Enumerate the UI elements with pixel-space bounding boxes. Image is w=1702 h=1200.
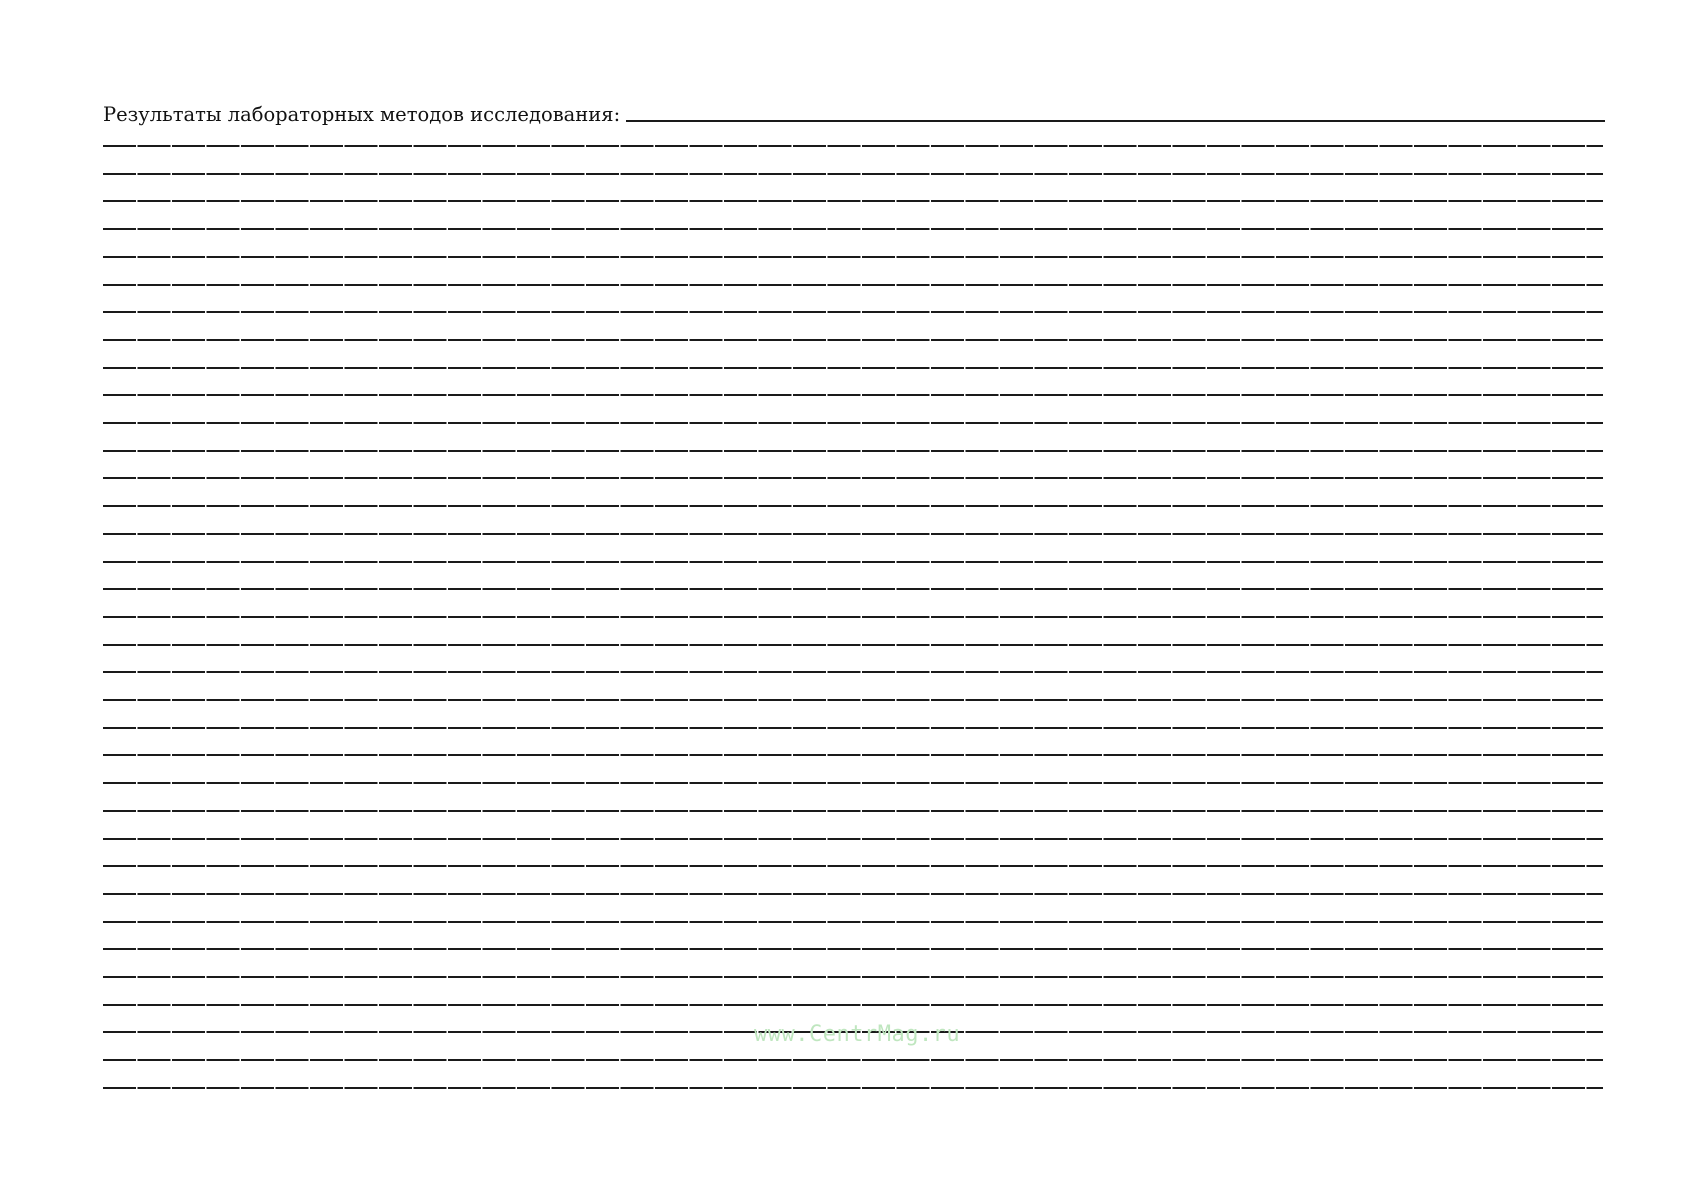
blank-write-line[interactable] (103, 145, 1603, 147)
blank-write-line[interactable] (103, 893, 1603, 895)
blank-write-line[interactable] (103, 505, 1603, 507)
lab-results-label: Результаты лабораторных методов исследования: (103, 103, 621, 126)
blank-write-line[interactable] (103, 1087, 1603, 1089)
blank-write-line[interactable] (103, 450, 1603, 452)
blank-write-line[interactable] (103, 921, 1603, 923)
blank-write-line[interactable] (103, 782, 1603, 784)
blank-write-line[interactable] (103, 1031, 1603, 1033)
blank-write-line[interactable] (103, 200, 1603, 202)
blank-write-line[interactable] (103, 256, 1603, 258)
blank-write-line[interactable] (103, 422, 1603, 424)
blank-write-line[interactable] (103, 810, 1603, 812)
blank-write-line[interactable] (103, 699, 1603, 701)
blank-write-line[interactable] (103, 228, 1603, 230)
blank-write-line[interactable] (103, 533, 1603, 535)
blank-write-line[interactable] (103, 1059, 1603, 1061)
lab-results-header (103, 98, 1605, 126)
blank-write-line[interactable] (103, 311, 1603, 313)
blank-write-line[interactable] (103, 948, 1603, 950)
blank-write-line[interactable] (103, 477, 1603, 479)
lab-results-fill-line[interactable] (626, 120, 1605, 122)
blank-write-line[interactable] (103, 173, 1603, 175)
blank-write-line[interactable] (103, 588, 1603, 590)
blank-write-line[interactable] (103, 976, 1603, 978)
blank-write-line[interactable] (103, 616, 1603, 618)
blank-write-line[interactable] (103, 367, 1603, 369)
blank-write-line[interactable] (103, 1004, 1603, 1006)
watermark-text: www.CentrMag.ru (754, 1022, 961, 1047)
blank-write-line[interactable] (103, 754, 1603, 756)
blank-write-line[interactable] (103, 644, 1603, 646)
blank-write-line[interactable] (103, 671, 1603, 673)
blank-write-line[interactable] (103, 838, 1603, 840)
blank-write-line[interactable] (103, 284, 1603, 286)
blank-write-line[interactable] (103, 394, 1603, 396)
blank-write-line[interactable] (103, 561, 1603, 563)
blank-write-line[interactable] (103, 727, 1603, 729)
blank-write-line[interactable] (103, 339, 1603, 341)
blank-write-line[interactable] (103, 865, 1603, 867)
